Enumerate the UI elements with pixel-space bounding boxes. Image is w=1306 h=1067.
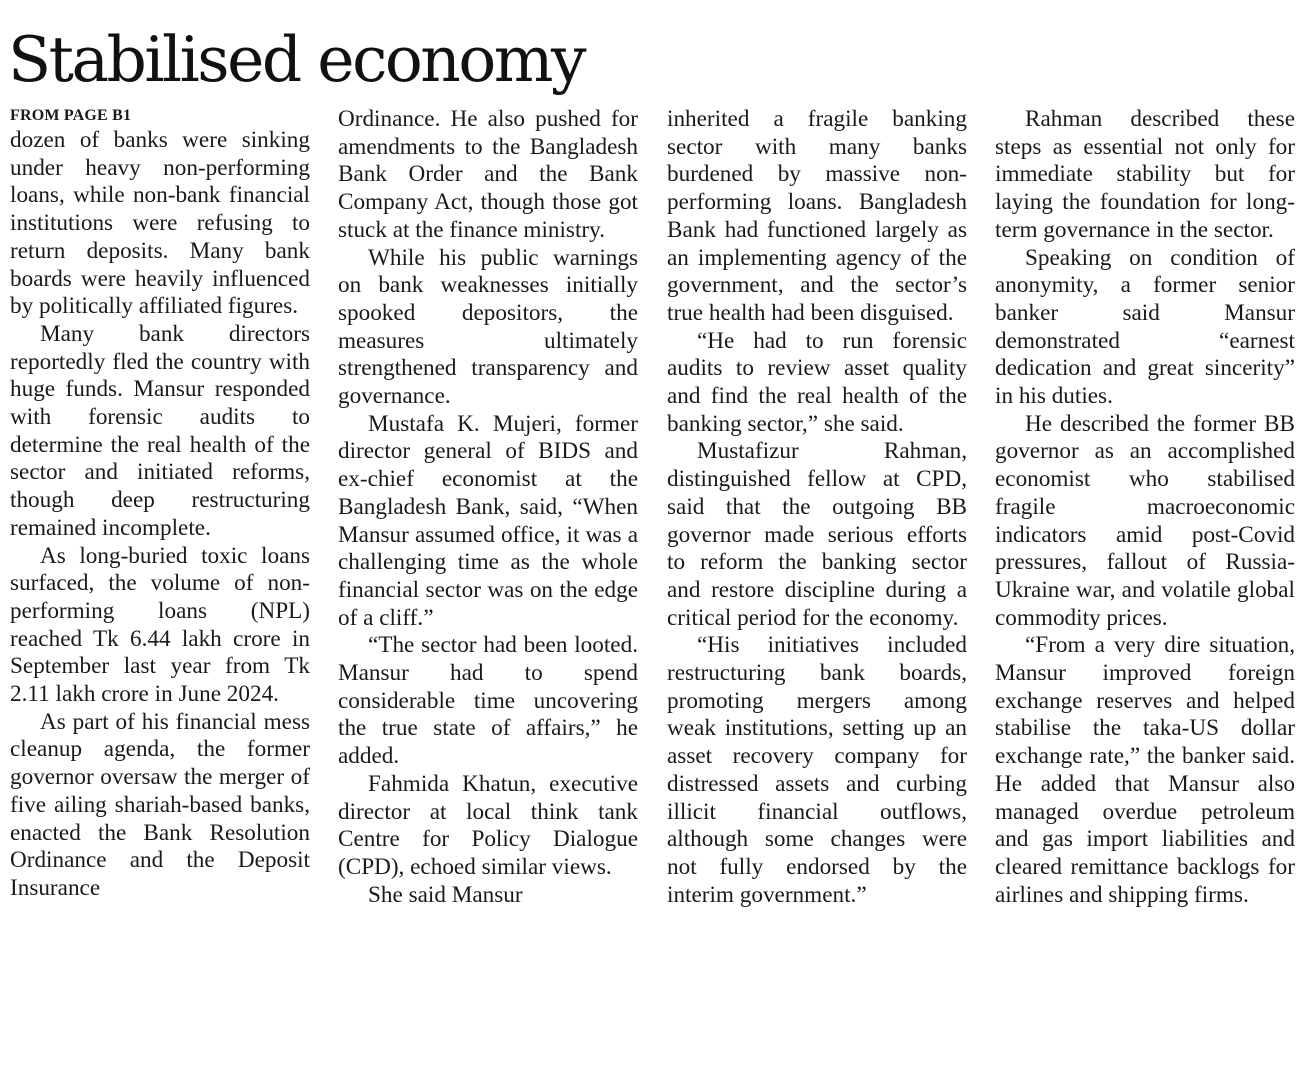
paragraph: As part of his financial mess cleanup agenda, the former governor oversaw the merger of five ailing shariah-based banks, enacted the Bank Resolution Ordinance and the Deposit Insurance xyxy=(10,708,310,901)
paragraph: She said Mansur xyxy=(368,881,523,908)
paragraph: Mustafizur Rahman, distinguished fellow at CPD, said that the outgoing BB governor made serious efforts to reform the banking sector and restore discipline during a critical period for the economy. xyxy=(667,438,967,631)
column-1 xyxy=(10,106,310,1056)
paragraph: Speaking on condition of anonymity, a former senior banker said Mansur demonstrated “earnest dedication and great sincerity” in his duties. xyxy=(995,244,1295,410)
headline: Stabilised economy xyxy=(8,23,585,96)
paragraph: Ordinance. He also pushed for amendments to the Bangladesh Bank Order and the Bank Company Act, though those got stuck at the finance ministry. xyxy=(338,106,638,243)
paragraph: He described the former BB governor as an accomplished economist who stabilised fragile macroeconomic indicators amid post-Covid pressures, fallout of Russia-Ukraine war, and volatile global commodity prices. xyxy=(995,410,1295,631)
paragraph: Fahmida Khatun, executive director at local think tank Centre for Policy Dialogue (CPD), echoed similar views. xyxy=(338,770,638,880)
paragraph: “His initiatives included restructuring bank boards, promoting mergers among weak institutions, setting up an asset recovery company for distressed assets and curbing illicit financial outflows, although some changes were not fully endorsed by the interim government.” xyxy=(667,632,967,908)
paragraph: Rahman described these steps as essential not only for immediate stability but for laying the foundation for long-term governance in the sector. xyxy=(995,106,1295,243)
continued-from-kicker: FROM PAGE B1 xyxy=(10,107,132,124)
paragraph: “From a very dire situation, Mansur improved foreign exchange reserves and helped stabilise the taka-US dollar exchange rate,” the banker said. He added that Mansur also managed overdue petroleum and gas import liabilities and cleared remittance backlogs for airlines and shipping firms. xyxy=(995,632,1295,908)
paragraph: dozen of banks were sinking under heavy non-performing loans, while non-bank financial institutions were refusing to return deposits. Many bank boards were heavily influenced by politically affiliated figures. xyxy=(10,127,310,320)
column-2 xyxy=(338,106,638,1056)
paragraph: inherited a fragile banking sector with many banks burdened by massive non-performing loans. Bangladesh Bank had functioned largely as an implementing agency of the government, and the sector’s true health had been disguised. xyxy=(667,106,967,326)
article-body xyxy=(10,106,1296,1056)
paragraph: “The sector had been looted. Mansur had to spend considerable time uncovering the true state of affairs,” he added. xyxy=(338,632,638,770)
paragraph: “He had to run forensic audits to review asset quality and find the real health of the banking sector,” she said. xyxy=(667,327,967,437)
paragraph: While his public warnings on bank weaknesses initially spooked depositors, the measures ultimately strengthened transparency and governance. xyxy=(338,244,638,410)
column-3 xyxy=(667,106,967,1056)
paragraph: Mustafa K. Mujeri, former director general of BIDS and ex-chief economist at the Bangladesh Bank, said, “When Mansur assumed office, it was a challenging time as the whole financial sector was on the edge of a cliff.” xyxy=(338,410,638,631)
paragraph: As long-buried toxic loans surfaced, the volume of non-performing loans (NPL) reached Tk 6.44 lakh crore in September last year from Tk 2.11 lakh crore in June 2024. xyxy=(10,542,310,708)
paragraph: Many bank directors reportedly fled the country with huge funds. Mansur responded with forensic audits to determine the real health of the sector and initiated reforms, though deep restructuring remained incomplete. xyxy=(10,320,310,541)
column-4 xyxy=(995,106,1295,1056)
